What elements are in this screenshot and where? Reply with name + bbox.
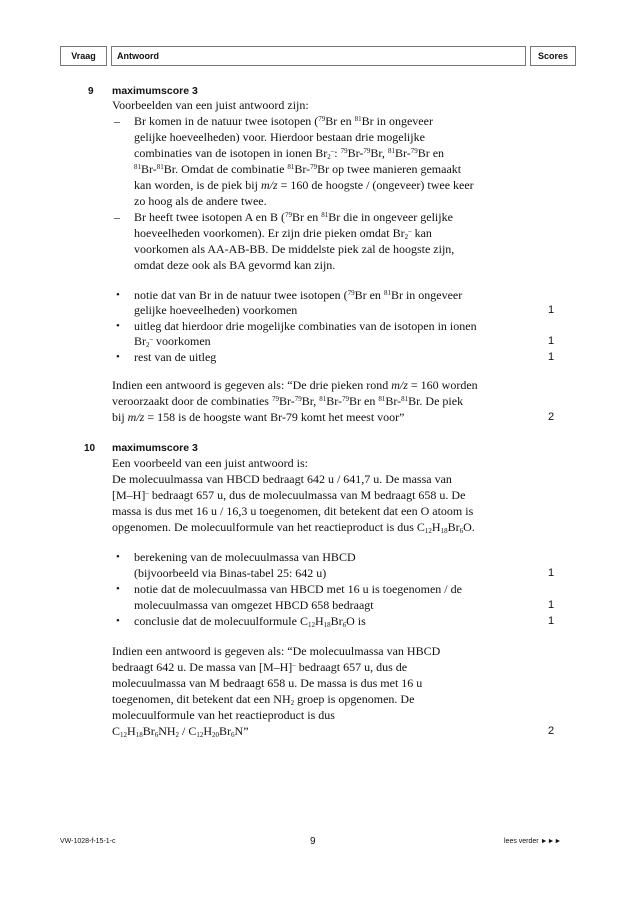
question-max-score: maximumscore 3 [112,85,198,97]
score-value: 1 [547,351,555,363]
criterion-line: molecuulmassa van omgezet HBCD 658 bedraagt [134,598,374,612]
score-value: 1 [547,615,555,627]
continue-notice: lees verder ►►► [504,838,562,845]
partial-answer-line: molecuulformule van het reactieproduct is dus [112,708,335,722]
criterion-line: notie dat de molecuulmassa van HBCD met 16 u is toegenomen / de [134,582,462,596]
score-value: 1 [547,335,555,347]
score-value: 1 [547,304,555,316]
bullet-marker: • [116,320,120,332]
partial-answer-line: molecuulmassa van M bedraagt 658 u. De massa is dus met 16 u [112,676,423,690]
bullet-marker: • [116,289,120,301]
answer-line: voorkomen als AA-AB-BB. De middelste piek zal de hoogste zijn, [134,242,455,256]
bullet-marker: • [116,583,120,595]
partial-answer-line: veroorzaakt door de combinaties $^{79}$Br-$^{79}$Br, $^{81}$Br-$^{79}$Br en $^{81}$Br-$^{81}$Br. De piek [112,394,464,408]
dash-marker: – [114,210,120,224]
partial-answer-line: bij m/z = 158 is de hoogste want Br-79 komt het meest voor” [112,410,405,424]
criterion-line: conclusie dat de molecuulformule $C_{12}H_{18}Br_6O$ is [134,614,366,629]
answer-line: kan worden, is de piek bij m/z = 160 de hoogste / (ongeveer) twee keer [134,178,474,192]
answer-line: zo hoog als de andere twee. [134,194,267,208]
bullet-marker: • [116,615,120,627]
column-header-vraag: Vraag [60,46,107,66]
answer-line: Br heeft twee isotopen A en B ($^{79}$Br en $^{81}$Br die in ongeveer gelijke [134,210,453,224]
score-value: 1 [547,599,555,611]
criterion-line: rest van de uitleg [134,350,217,364]
answer-line: combinaties van de isotopen in ionen $Br_2^-$: $^{79}$Br-$^{79}$Br, $^{81}$Br-$^{79}$Br en [134,146,445,161]
answer-intro: Een voorbeeld van een juist antwoord is: [112,456,308,470]
score-value: 2 [547,725,555,737]
answer-line: De molecuulmassa van HBCD bedraagt 642 u / 641,7 u. De massa van [112,472,452,486]
criterion-text: conclusie dat de molecuulformule C [134,614,308,628]
criterion-line: gelijke hoeveelheden) voorkomen [134,303,298,317]
page-number: 9 [310,836,316,847]
bullet-marker: • [116,551,120,563]
answer-line: [M–H]– bedraagt 657 u, dus de molecuulmassa van M bedraagt 658 u. De [112,488,466,502]
partial-answer-line: Indien een antwoord is gegeven als: “De molecuulmassa van HBCD [112,644,441,658]
criterion-line: berekening van de molecuulmassa van HBCD [134,550,356,564]
partial-answer-line: toegenomen, dit betekent dat een $NH_2$ groep is opgenomen. De [112,692,415,707]
answer-line: omdat deze ook als BA gevormd kan zijn. [134,258,336,272]
dash-marker: – [114,114,120,128]
score-value: 1 [547,567,555,579]
criterion-line: notie dat van Br in de natuur twee isotopen ($^{79}$Br en $^{81}$Br in ongeveer [134,288,463,302]
question-number: 9 [88,86,94,97]
exam-code: VW-1028-f-15-1-c [60,838,116,845]
score-value: 2 [547,411,555,423]
answer-line: opgenomen. De molecuulformule van het reactieproduct is dus $C_{12}H_{18}Br_6O$. [112,520,475,535]
column-header-antwoord: Antwoord [111,46,526,66]
answer-line: gelijke hoeveelheden) voor. Hierdoor bestaan drie mogelijke [134,130,425,144]
criterion-line: uitleg dat hierdoor drie mogelijke combinaties van de isotopen in ionen [134,319,477,333]
criterion-line: $Br_2^-$ voorkomen [134,334,211,349]
answer-line: hoeveelheden voorkomen). Er zijn drie pieken omdat $Br_2^-$ kan [134,226,432,241]
question-number: 10 [84,443,96,454]
answer-line: massa is dus met 16 u / 16,3 u toegenomen, dit betekent dat een O atoom is [112,504,474,518]
question-max-score: maximumscore 3 [112,442,198,454]
answer-intro: Voorbeelden van een juist antwoord zijn: [112,98,309,112]
partial-answer-line: $C_{12}H_{18}Br_6NH_2 / C_{12}H_{20}Br_6N$” [112,724,249,739]
partial-answer-line: bedraagt 642 u. De massa van [M–H]– bedraagt 657 u, dus de [112,660,408,674]
answer-line: $^{81}$Br-$^{81}$Br. Omdat de combinatie $^{81}$Br-$^{79}$Br op twee manieren gemaakt [134,162,462,176]
partial-answer-line: Indien een antwoord is gegeven als: “De drie pieken rond m/z = 160 worden [112,378,478,392]
answer-line: Br komen in de natuur twee isotopen ($^{79}$Br en $^{81}$Br in ongeveer [134,114,433,128]
column-header-scores: Scores [530,46,576,66]
criterion-line: (bijvoorbeeld via Binas-tabel 25: 642 u) [134,566,327,580]
answer-text: opgenomen. De molecuulformule van het reactieproduct is dus C [112,520,425,534]
bullet-marker: • [116,351,120,363]
